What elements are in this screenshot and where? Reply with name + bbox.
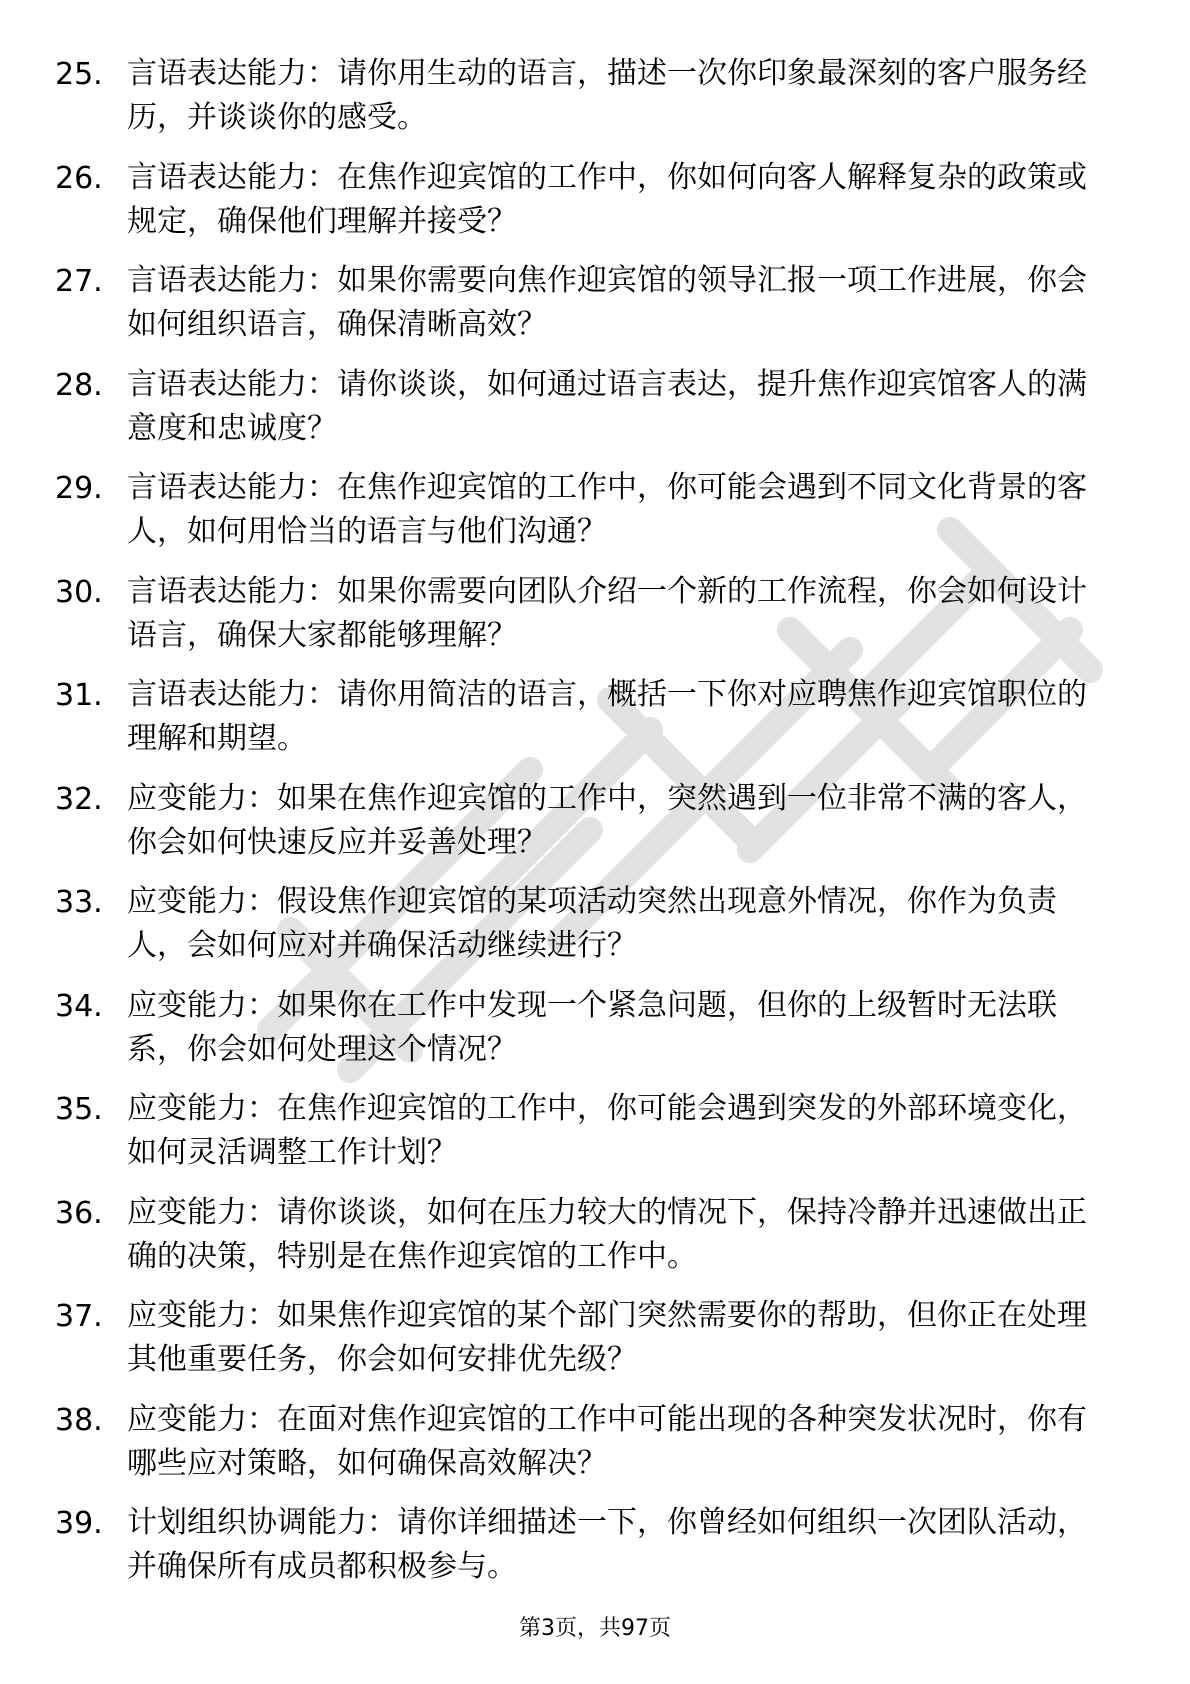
question-text: 言语表达能力：如果你需要向团队介绍一个新的工作流程，你会如何设计语言，确保大家都能够理解？	[127, 573, 1087, 653]
question-number: 27.	[55, 264, 103, 299]
question-number: 34.	[55, 988, 103, 1024]
question-number: 36.	[55, 1195, 103, 1231]
question-number: 33.	[55, 885, 103, 920]
question-text: 应变能力：如果在焦作迎宾馆的工作中，突然遇到一位非常不满的客人，你会如何快速反应并妥善处理？	[127, 780, 1087, 860]
question-item	[55, 777, 1115, 881]
question-item	[55, 570, 1115, 674]
question-text: 应变能力：假设焦作迎宾馆的某项活动突然出现意外情况，你作为负责人，会如何应对并确保活动继续进行？	[127, 884, 1057, 963]
question-text: 言语表达能力：请你用生动的语言，描述一次你印象最深刻的客户服务经历，并谈谈你的感受。	[127, 56, 1087, 135]
question-item	[55, 1191, 1115, 1295]
question-item	[55, 259, 1115, 363]
question-item	[55, 673, 1115, 777]
question-list	[55, 52, 1115, 1605]
question-text: 应变能力：如果你在工作中发现一个紧急问题，但你的上级暂时无法联系，你会如何处理这个情况？	[127, 987, 1057, 1067]
question-number: 38.	[55, 1402, 103, 1438]
question-number: 37.	[55, 1299, 103, 1334]
question-item	[55, 52, 1115, 156]
question-text: 言语表达能力：在焦作迎宾馆的工作中，你如何向客人解释复杂的政策或规定，确保他们理解并接受？	[127, 159, 1087, 239]
question-number: 29.	[55, 471, 103, 506]
question-item	[55, 363, 1115, 467]
question-item	[55, 880, 1115, 984]
question-number: 31.	[55, 678, 103, 713]
question-item	[55, 1501, 1115, 1605]
question-number: 32.	[55, 781, 103, 817]
question-text: 应变能力：请你谈谈，如何在压力较大的情况下，保持冷静并迅速做出正确的决策，特别是在焦作迎宾馆的工作中。	[127, 1194, 1087, 1274]
question-text: 言语表达能力：请你用简洁的语言，概括一下你对应聘焦作迎宾馆职位的理解和期望。	[127, 677, 1087, 756]
question-text: 言语表达能力：请你谈谈，如何通过语言表达，提升焦作迎宾馆客人的满意度和忠诚度？	[127, 366, 1087, 446]
question-item	[55, 156, 1115, 260]
question-item	[55, 984, 1115, 1088]
question-text: 计划组织协调能力：请你详细描述一下，你曾经如何组织一次团队活动，并确保所有成员都积极参与。	[127, 1505, 1087, 1584]
question-item	[55, 1294, 1115, 1398]
page-footer	[0, 1614, 1190, 1644]
question-number: 26.	[55, 160, 103, 196]
question-text: 应变能力：在焦作迎宾馆的工作中，你可能会遇到突发的外部环境变化，如何灵活调整工作计划？	[127, 1091, 1087, 1170]
question-number: 30.	[55, 574, 103, 610]
question-number: 35.	[55, 1092, 103, 1127]
page-number-label: 第3页，共97页	[519, 1616, 671, 1641]
question-number: 25.	[55, 57, 103, 92]
question-item	[55, 1398, 1115, 1502]
question-text: 言语表达能力：在焦作迎宾馆的工作中，你可能会遇到不同文化背景的客人，如何用恰当的语言与他们沟通？	[127, 470, 1087, 549]
question-text: 应变能力：如果焦作迎宾馆的某个部门突然需要你的帮助，但你正在处理其他重要任务，你会如何安排优先级？	[127, 1298, 1087, 1377]
question-item	[55, 1087, 1115, 1191]
question-text: 言语表达能力：如果你需要向焦作迎宾馆的领导汇报一项工作进展，你会如何组织语言，确保清晰高效？	[127, 263, 1087, 342]
question-text: 应变能力：在面对焦作迎宾馆的工作中可能出现的各种突发状况时，你有哪些应对策略，如何确保高效解决？	[127, 1401, 1087, 1481]
question-item	[55, 466, 1115, 570]
question-number: 28.	[55, 367, 103, 403]
question-number: 39.	[55, 1506, 103, 1541]
